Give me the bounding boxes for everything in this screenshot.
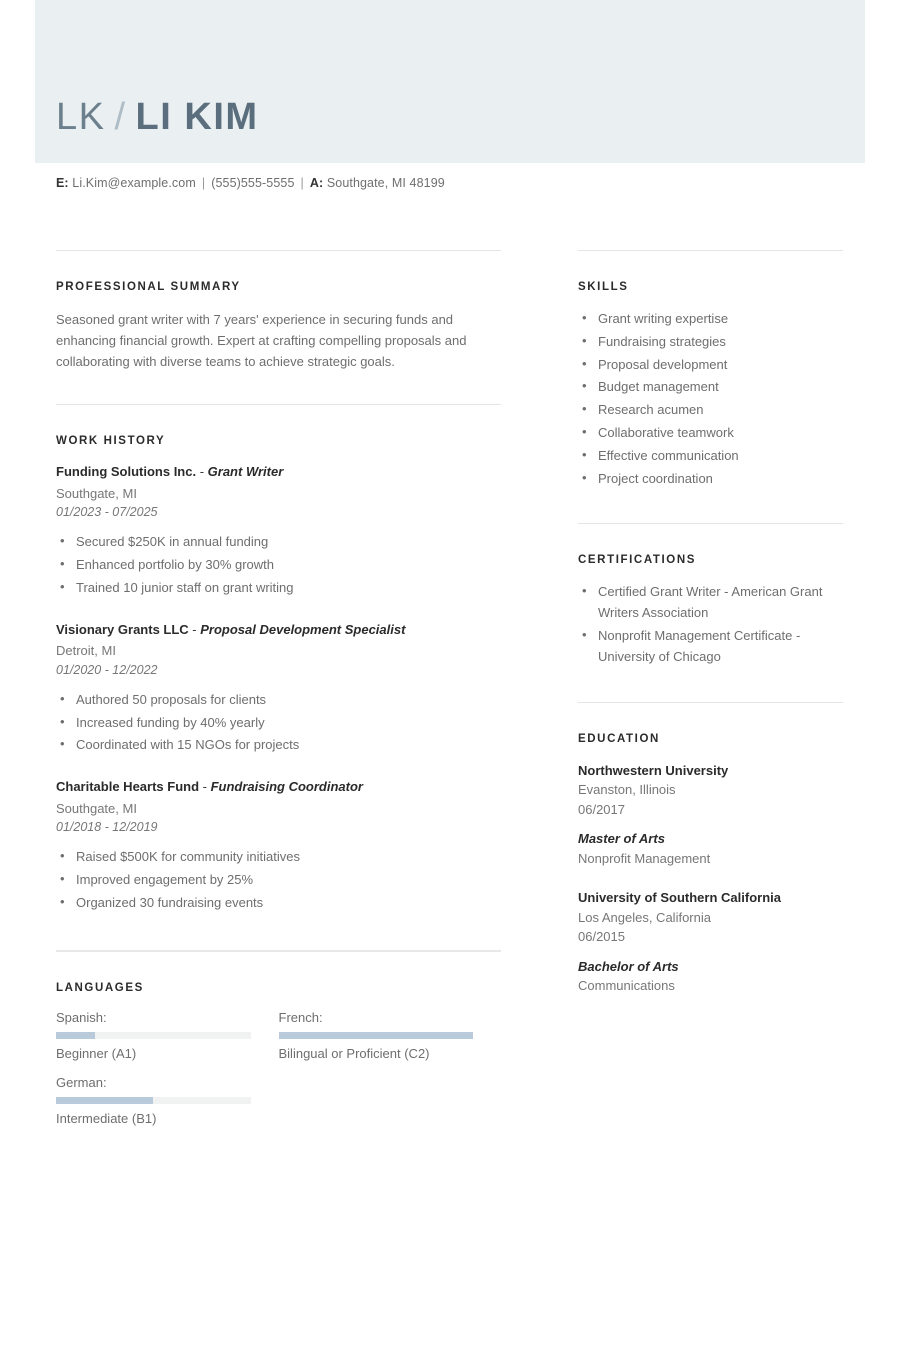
job-dash: - <box>196 464 208 480</box>
phone-value: (555)555-5555 <box>211 176 295 190</box>
list-item: • Authored 50 proposals for clients <box>56 690 501 711</box>
job-dash: - <box>199 779 211 795</box>
education-school: University of Southern California <box>578 890 781 906</box>
job-bullets <box>56 847 501 913</box>
education-location: Evanston, Illinois <box>578 782 676 798</box>
job-bullets <box>56 690 501 756</box>
initials-monogram: LK <box>56 96 106 138</box>
job-heading <box>56 778 501 797</box>
list-item: • Increased funding by 40% yearly <box>56 713 501 734</box>
work-history-list <box>56 463 501 913</box>
address-label: A: <box>309 176 324 190</box>
list-item: • Effective communication <box>578 446 843 467</box>
list-item: • Project coordination <box>578 469 843 490</box>
list-item: • Grant writing expertise <box>578 309 843 330</box>
job-entry <box>56 621 501 756</box>
full-name: LI KIM <box>135 96 259 138</box>
education-school: Northwestern University <box>578 762 729 778</box>
list-item: • Trained 10 junior staff on grant writing <box>56 578 501 599</box>
education-field: Communications <box>578 978 675 994</box>
list-item: • Collaborative teamwork <box>578 423 843 444</box>
section-title-work-history: WORK HISTORY <box>56 435 166 448</box>
section-title-certifications: CERTIFICATIONS <box>578 554 697 567</box>
email-value: Li.Kim@example.com <box>72 176 196 190</box>
education-list <box>578 761 843 996</box>
list-item: • Improved engagement by 25% <box>56 870 501 891</box>
language-level: Intermediate (B1) <box>56 1110 157 1126</box>
list-item: • Raised $500K for community initiatives <box>56 847 501 868</box>
section-title-skills: SKILLS <box>578 281 629 293</box>
job-company: Visionary Grants LLC <box>56 621 189 637</box>
job-dates: 01/2023 - 07/2025 <box>56 505 158 520</box>
education-location: Los Angeles, California <box>578 909 711 925</box>
language-level: Bilingual or Proficient (C2) <box>278 1045 430 1061</box>
address-value: Southgate, MI 48199 <box>326 176 445 190</box>
section-title-summary: PROFESSIONAL SUMMARY <box>56 281 241 293</box>
left-column <box>56 250 501 1140</box>
job-location: Southgate, MI <box>56 485 137 501</box>
job-location: Southgate, MI <box>56 800 137 816</box>
divider-skills <box>578 250 843 251</box>
section-title-languages: LANGUAGES <box>56 981 144 994</box>
list-item: • Budget management <box>578 377 843 398</box>
education-field: Nonprofit Management <box>578 850 711 866</box>
language-progress-fill <box>279 1032 474 1039</box>
language-progress-track <box>279 1032 474 1039</box>
job-entry <box>56 463 501 598</box>
divider-certifications <box>578 523 843 524</box>
job-heading <box>56 463 501 482</box>
divider-education <box>578 702 843 703</box>
contact-divider-1: | <box>201 176 206 190</box>
job-company: Charitable Hearts Fund <box>56 779 200 795</box>
list-item: • Fundraising strategies <box>578 332 843 353</box>
job-dates: 01/2018 - 12/2019 <box>56 820 158 835</box>
education-degree: Bachelor of Arts <box>578 958 679 974</box>
education-date: 06/2017 <box>578 801 625 817</box>
language-item <box>56 1010 279 1061</box>
job-entry <box>56 778 501 913</box>
job-company: Funding Solutions Inc. <box>56 464 197 480</box>
header-banner <box>35 0 865 163</box>
language-item <box>279 1010 502 1061</box>
education-date: 06/2015 <box>578 929 625 945</box>
language-item <box>56 1075 279 1126</box>
language-name: French: <box>278 1009 323 1025</box>
list-item: • Nonprofit Management Certificate - University of Chicago <box>578 626 843 668</box>
name-separator: / <box>114 96 127 138</box>
list-item: • Secured $250K in annual funding <box>56 532 501 553</box>
languages-grid <box>56 1010 501 1140</box>
job-dash: - <box>188 621 201 637</box>
education-entry <box>578 761 843 869</box>
language-progress-track <box>56 1097 251 1104</box>
list-item: • Proposal development <box>578 355 843 376</box>
email-label: E: <box>56 176 69 190</box>
job-dates: 01/2020 - 12/2022 <box>56 662 158 677</box>
divider-summary <box>56 250 501 251</box>
list-item: • Organized 30 fundraising events <box>56 893 501 914</box>
language-level: Beginner (A1) <box>56 1045 137 1061</box>
divider-work-history <box>56 404 501 405</box>
job-role: Grant Writer <box>207 464 284 480</box>
page-title <box>56 98 259 136</box>
section-title-education: EDUCATION <box>578 732 660 745</box>
list-item: • Research acumen <box>578 400 843 421</box>
summary-text: Seasoned grant writer with 7 years' experience in securing funds and enhancing financial growth. Expert at crafting compelling proposals and collaborating with diverse teams to achieve strategic goals. <box>56 312 467 370</box>
divider-languages <box>56 950 501 952</box>
education-degree: Master of Arts <box>578 831 665 847</box>
job-bullets <box>56 532 501 598</box>
language-name: German: <box>56 1074 107 1090</box>
language-progress-track <box>56 1032 251 1039</box>
language-progress-fill <box>56 1097 153 1104</box>
list-item: • Coordinated with 15 NGOs for projects <box>56 735 501 756</box>
certifications-list <box>578 582 843 667</box>
right-column <box>578 250 843 996</box>
language-name: Spanish: <box>56 1009 107 1025</box>
job-role: Proposal Development Specialist <box>200 621 406 637</box>
language-progress-fill <box>56 1032 95 1039</box>
contact-divider-2: | <box>300 176 304 190</box>
job-location: Detroit, MI <box>56 643 116 659</box>
list-item: • Enhanced portfolio by 30% growth <box>56 555 501 576</box>
job-heading <box>56 621 501 640</box>
list-item: • Certified Grant Writer - American Grant Writers Association <box>578 582 843 624</box>
contact-line <box>56 176 445 190</box>
job-role: Fundraising Coordinator <box>210 779 363 795</box>
education-entry <box>578 888 843 996</box>
skills-list <box>578 309 843 489</box>
